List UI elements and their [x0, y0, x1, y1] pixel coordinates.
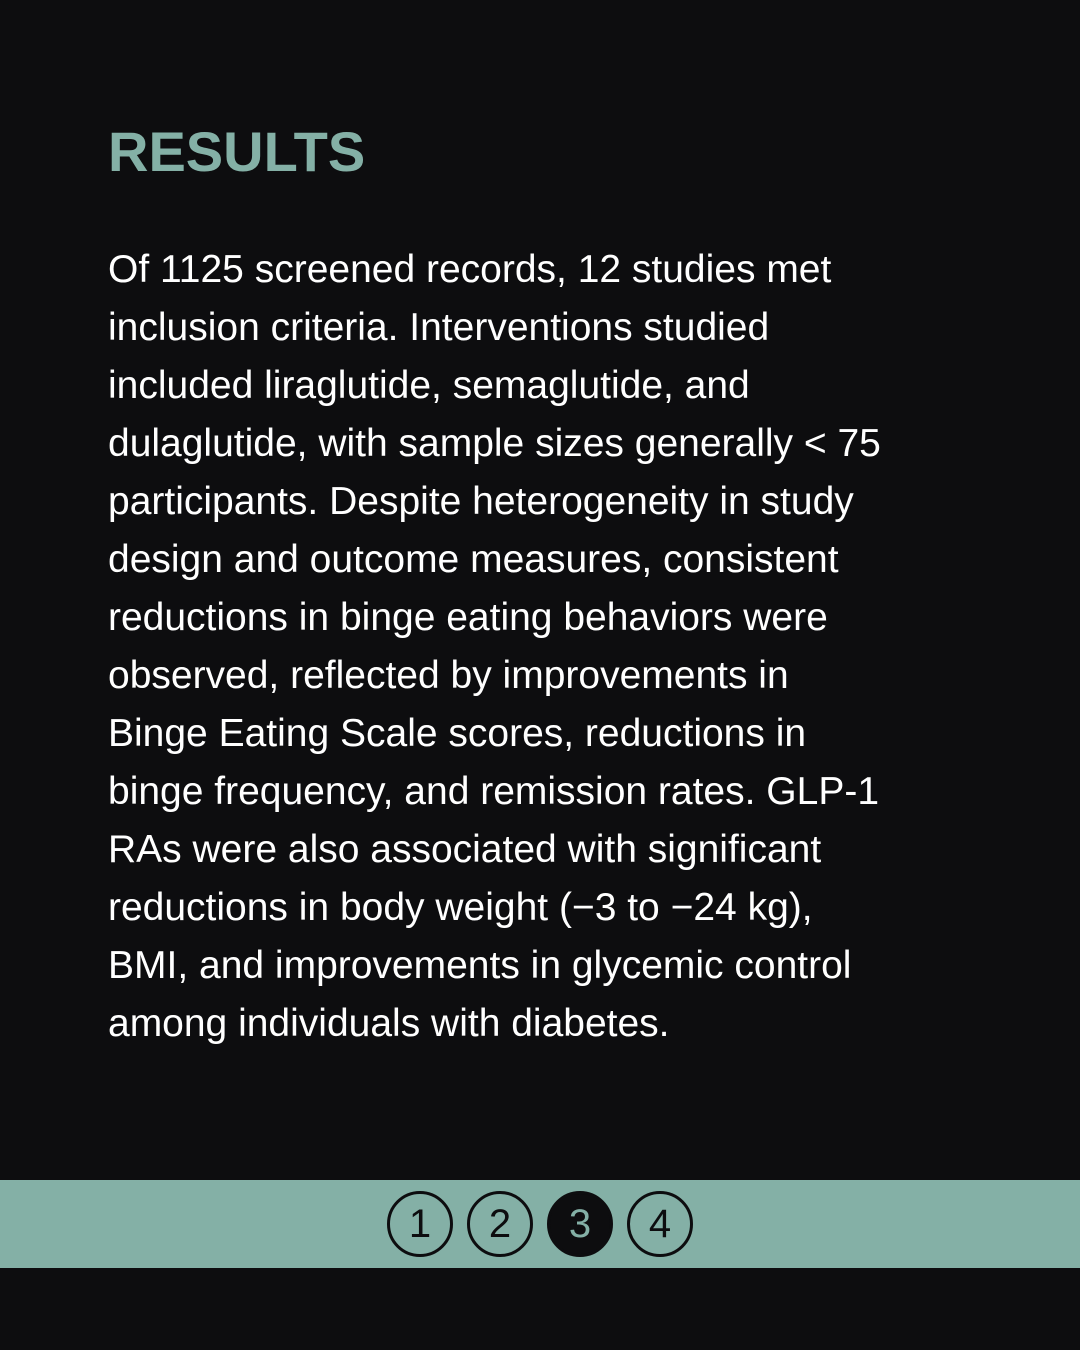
paragraph-line: Binge Eating Scale scores, reductions in	[108, 712, 807, 755]
paragraph-line: reductions in binge eating behaviors were	[108, 596, 828, 639]
section-heading: RESULTS	[108, 120, 366, 183]
paragraph-line: participants. Despite heterogeneity in study	[108, 480, 854, 523]
results-paragraph	[108, 241, 978, 1053]
page-indicator-2[interactable]: 2	[467, 1191, 533, 1257]
paragraph-line: RAs were also associated with significant	[108, 828, 822, 871]
paragraph-line: Of 1125 screened records, 12 studies met	[108, 248, 832, 291]
page-indicator-1[interactable]: 1	[387, 1191, 453, 1257]
paragraph-line: reductions in body weight (−3 to −24 kg),	[108, 886, 813, 929]
pagination-bar	[0, 1180, 1080, 1268]
page-indicator-4[interactable]: 4	[627, 1191, 693, 1257]
paragraph-line: design and outcome measures, consistent	[108, 538, 839, 581]
paragraph-line: inclusion criteria. Interventions studied	[108, 306, 770, 349]
paragraph-line: dulaglutide, with sample sizes generally < 75	[108, 422, 881, 465]
paragraph-line: observed, reflected by improvements in	[108, 654, 789, 697]
paragraph-line: included liraglutide, semaglutide, and	[108, 364, 750, 407]
paragraph-line: among individuals with diabetes.	[108, 1002, 670, 1045]
page-indicator-3[interactable]: 3	[547, 1191, 613, 1257]
paragraph-line: BMI, and improvements in glycemic control	[108, 944, 852, 987]
paragraph-line: binge frequency, and remission rates. GLP-1	[108, 770, 880, 813]
